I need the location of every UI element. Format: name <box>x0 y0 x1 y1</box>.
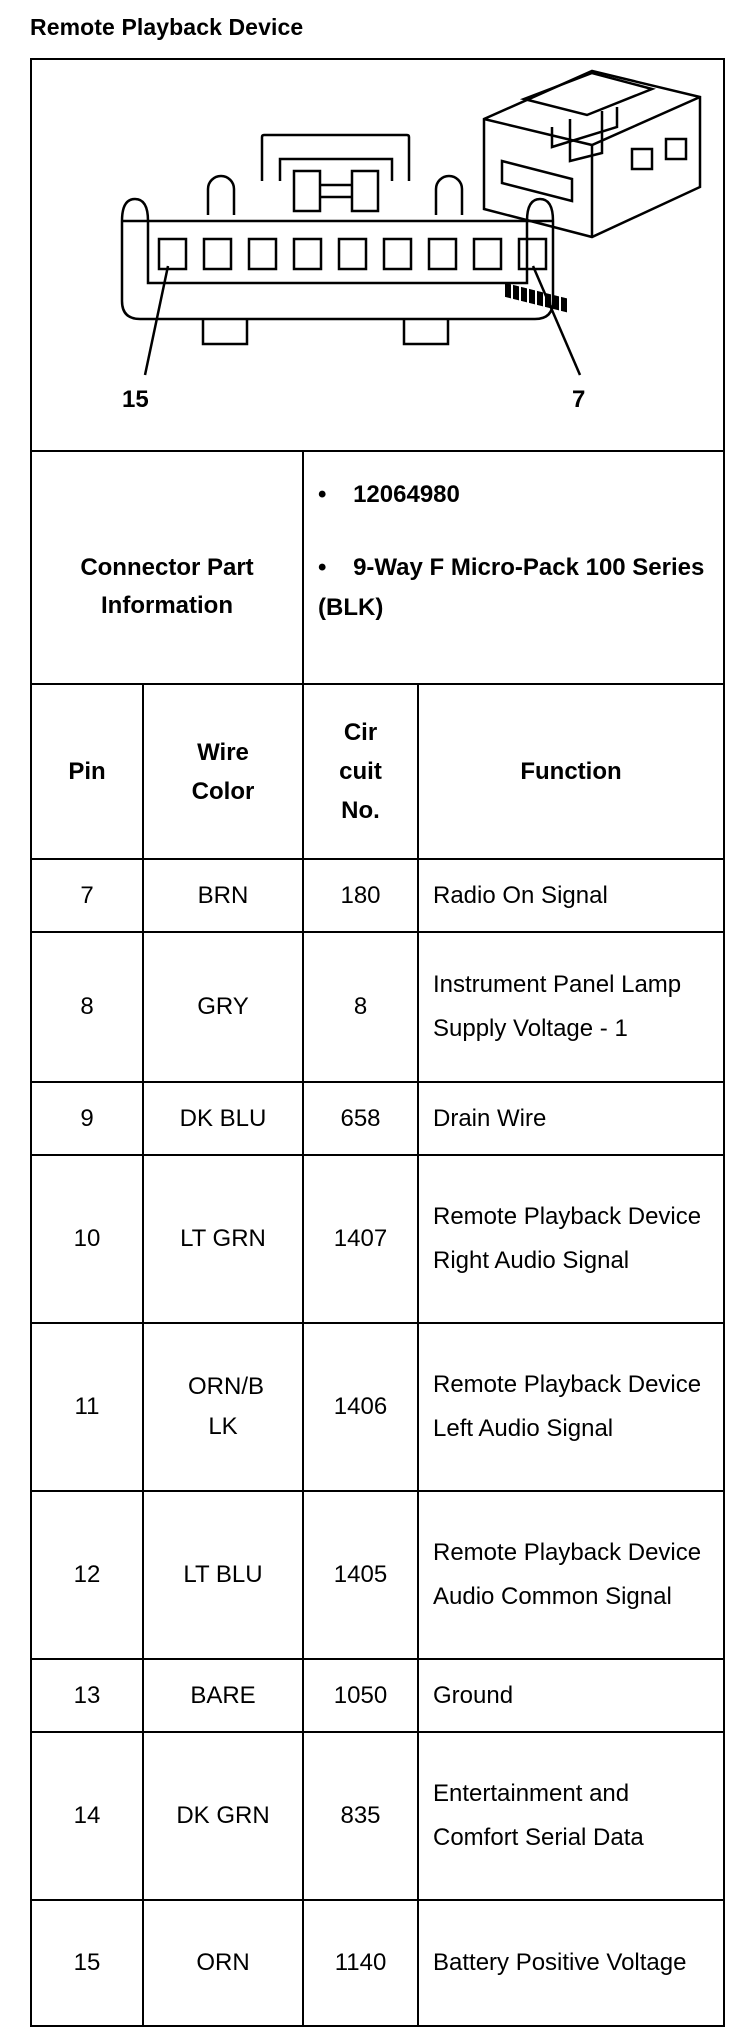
circuit-cell: 835 <box>303 1732 418 1900</box>
pin-cell: 7 <box>31 859 143 932</box>
function-cell: Remote Playback Device Right Audio Signal <box>418 1155 724 1323</box>
bump-left <box>208 176 234 215</box>
foot-right <box>404 319 448 344</box>
bullet: • <box>318 554 327 581</box>
part-number: 12064980 <box>353 481 460 508</box>
circuit-cell: 1405 <box>303 1491 418 1659</box>
circuit-cell: 658 <box>303 1082 418 1155</box>
connector-table <box>30 58 725 2027</box>
function-cell: Remote Playback Device Audio Common Signal <box>418 1491 724 1659</box>
wire-color-cell: GRY <box>143 932 303 1082</box>
table-row <box>31 1732 724 1900</box>
table-row <box>31 1491 724 1659</box>
page-title: Remote Playback Device <box>30 14 304 40</box>
function-cell: Battery Positive Voltage <box>418 1900 724 2026</box>
table-row <box>31 1659 724 1732</box>
connector-diagram-cell <box>31 59 724 451</box>
wire-color-cell: ORN <box>143 1900 303 2026</box>
connector-thumbnail <box>484 71 700 237</box>
cavity-7 <box>429 239 456 269</box>
function-cell: Entertainment and Comfort Serial Data <box>418 1732 724 1900</box>
wire-color-cell: BARE <box>143 1659 303 1732</box>
cavity-3 <box>249 239 276 269</box>
circuit-cell: 8 <box>303 932 418 1082</box>
wire-color-cell: DK GRN <box>143 1732 303 1900</box>
bullet: • <box>318 481 327 508</box>
table-row <box>31 1900 724 2026</box>
table-row <box>31 1323 724 1491</box>
pin-rows <box>31 859 724 2026</box>
pin-cell: 14 <box>31 1732 143 1900</box>
column-header-row <box>31 684 724 859</box>
wire-color-cell: LT GRN <box>143 1155 303 1323</box>
pin-cell: 12 <box>31 1491 143 1659</box>
wire-color-cell: LT BLU <box>143 1491 303 1659</box>
function-cell: Remote Playback Device Left Audio Signal <box>418 1323 724 1491</box>
header-wire-color: Wire Color <box>143 684 303 859</box>
cavity-1 <box>159 239 186 269</box>
header-circuit: Cir cuit No. <box>303 684 418 859</box>
cavity-9 <box>519 239 546 269</box>
latch-tab-right <box>352 171 378 211</box>
cavity-6 <box>384 239 411 269</box>
pin-cell: 13 <box>31 1659 143 1732</box>
connector-info-label: Connector Part Information <box>31 451 303 684</box>
wire-color-cell: DK BLU <box>143 1082 303 1155</box>
pin-cell: 15 <box>31 1900 143 2026</box>
function-cell: Drain Wire <box>418 1082 724 1155</box>
header-function: Function <box>418 684 724 859</box>
leader-line-right <box>533 266 580 375</box>
connector-description-item <box>318 548 713 628</box>
function-cell: Radio On Signal <box>418 859 724 932</box>
cavity-8 <box>474 239 501 269</box>
bump-right <box>436 176 462 215</box>
connector-info-value <box>303 451 724 684</box>
circuit-cell: 1406 <box>303 1323 418 1491</box>
wire-color-cell: ORN/B LK <box>143 1323 303 1491</box>
circuit-cell: 1407 <box>303 1155 418 1323</box>
header-pin: Pin <box>31 684 143 859</box>
foot-left <box>203 319 247 344</box>
circuit-cell: 180 <box>303 859 418 932</box>
latch-tab-left <box>294 171 320 211</box>
cavity-2 <box>204 239 231 269</box>
pin-cell: 11 <box>31 1323 143 1491</box>
pin-cell: 10 <box>31 1155 143 1323</box>
pin-label-left: 15 <box>122 386 149 413</box>
pin-cell: 9 <box>31 1082 143 1155</box>
function-cell: Ground <box>418 1659 724 1732</box>
pin-cell: 8 <box>31 932 143 1082</box>
table-row <box>31 1082 724 1155</box>
wire-color-cell: BRN <box>143 859 303 932</box>
cavity-5 <box>339 239 366 269</box>
table-row <box>31 1155 724 1323</box>
circuit-cell: 1140 <box>303 1900 418 2026</box>
cavity-4 <box>294 239 321 269</box>
pin-label-right: 7 <box>572 386 586 413</box>
function-cell: Instrument Panel Lamp Supply Voltage - 1 <box>418 932 724 1082</box>
connector-diagram <box>32 61 725 449</box>
thumb-pin-1 <box>505 283 511 298</box>
part-number-item <box>318 476 713 514</box>
table-row <box>31 932 724 1082</box>
table-row <box>31 859 724 932</box>
circuit-cell: 1050 <box>303 1659 418 1732</box>
connector-description: 9-Way F Micro-Pack 100 Series (BLK) <box>318 554 705 621</box>
